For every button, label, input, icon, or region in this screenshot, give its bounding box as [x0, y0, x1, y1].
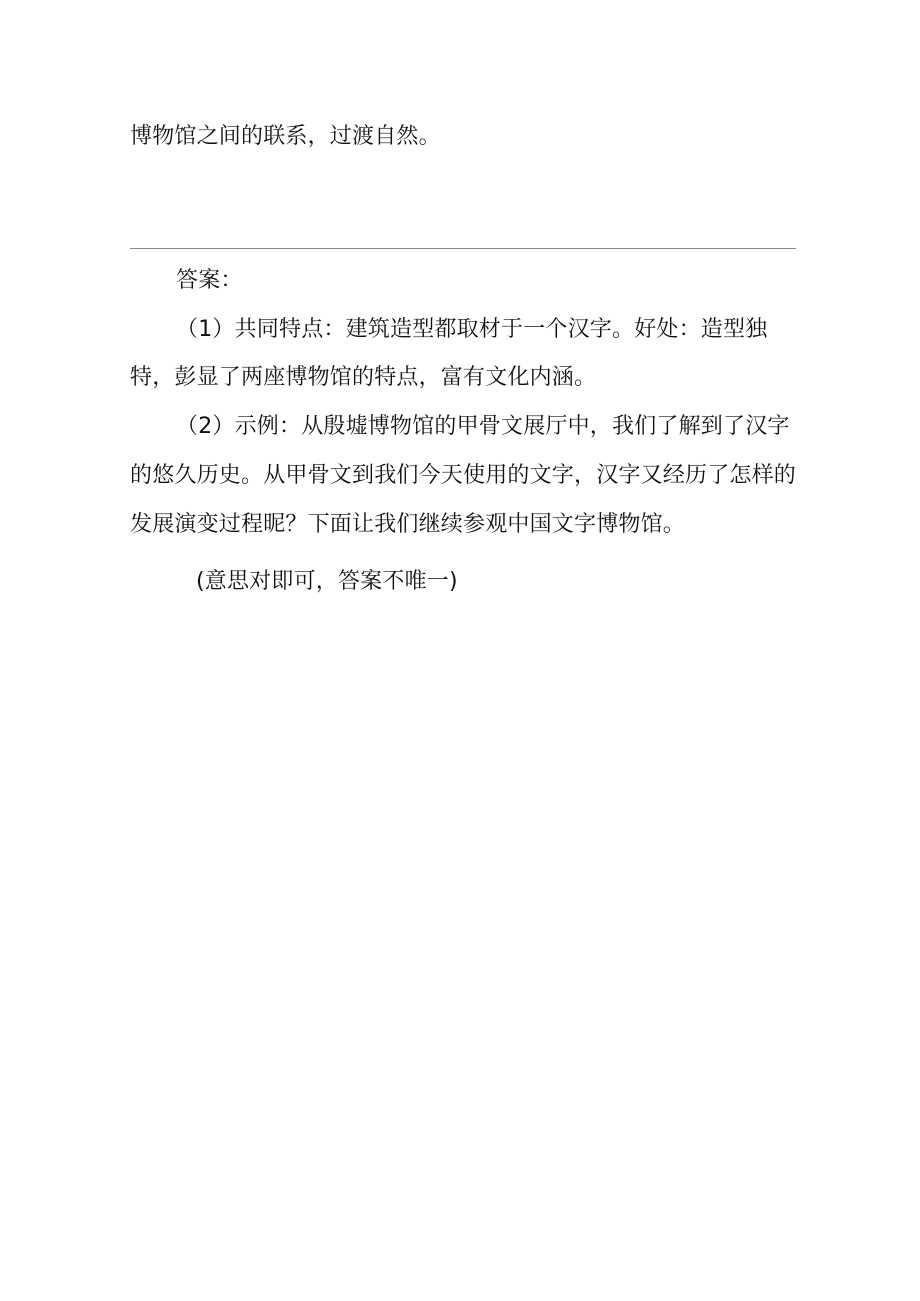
- answer-item-2-line-2: 的悠久历史。从甲骨文到我们今天使用的文字，汉字又经历了怎样的: [130, 463, 797, 488]
- answer-item-1-line-2: 特，彭显了两座博物馆的特点，富有文化内涵。: [130, 365, 597, 390]
- continuation-text: 博物馆之间的联系，过渡自然。: [130, 124, 441, 149]
- answer-item-1-line-1: （1）共同特点：建筑造型都取材于一个汉字。好处：造型独: [176, 317, 768, 342]
- answer-item-2-line-3: 发展演变过程昵？下面让我们继续参观中国文字博物馆。: [130, 512, 686, 537]
- section-divider: [130, 248, 796, 249]
- answer-item-2-line-1: （2）示例：从殷墟博物馆的甲骨文展厅中，我们了解到了汉字: [176, 414, 790, 439]
- answer-note: (意思对即可，答案不唯一): [196, 569, 458, 594]
- answer-heading: 答案：: [176, 268, 243, 293]
